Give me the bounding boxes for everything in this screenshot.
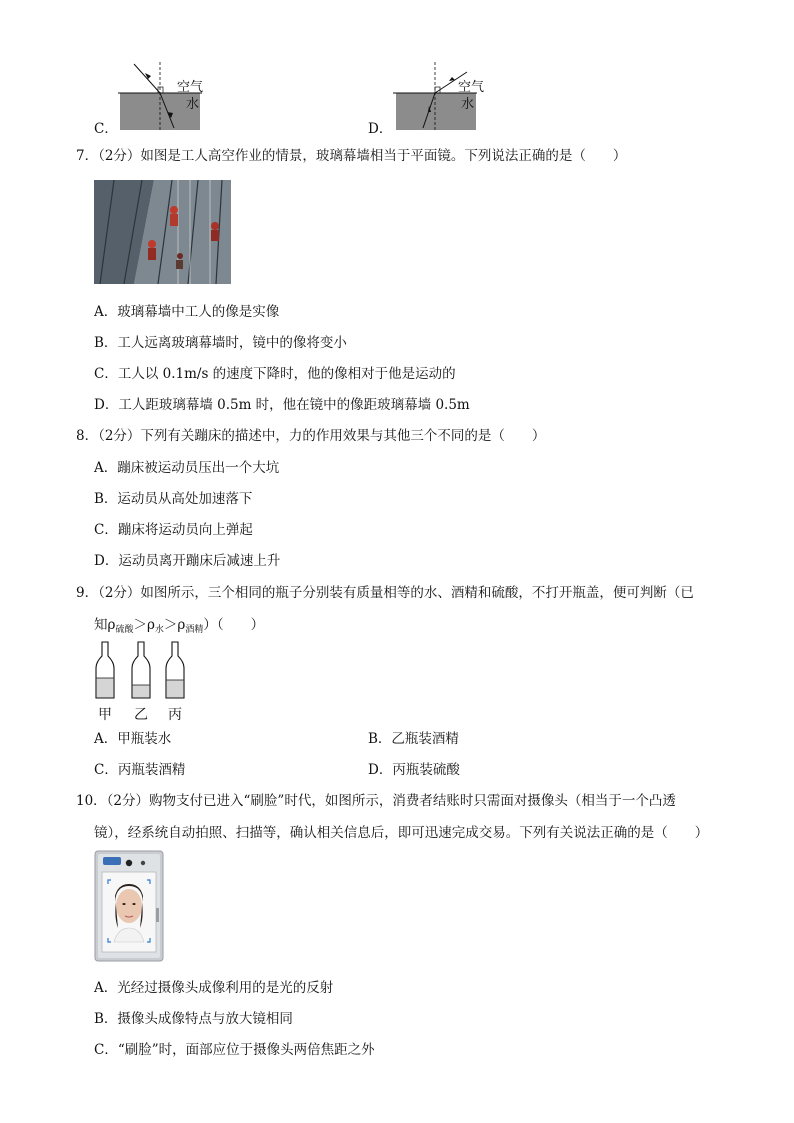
fig-c-water-label: 水 [186, 97, 200, 112]
rho-label: 知ρ [94, 617, 116, 633]
refraction-diagram-c [118, 60, 214, 132]
refraction-diagram-d [393, 60, 489, 132]
q9-option-b: B．乙瓶装酒精 [368, 731, 459, 747]
q10-option-c: C．“刷脸”时，面部应位于摄像头两倍焦距之外 [94, 1042, 375, 1058]
question-10-stem-line2: 镜），经系统自动拍照、扫描等，确认相关信息后，即可迅速完成交易。下列有关说法正确的是（ ） [94, 825, 709, 841]
bottle-label-jia: 甲 [98, 707, 112, 723]
q7-option-c: C．工人以 0.1m/s 的速度下降时，他的像相对于他是运动的 [94, 366, 456, 382]
question-10-stem-line1: 10．（2分）购物支付已进入“刷脸”时代，如图所示，消费者结账时只需面对摄像头（相当于一个凸透 [76, 793, 676, 809]
q8-option-b: B．运动员从高处加速落下 [94, 491, 253, 507]
option-d-label: D． [368, 121, 393, 137]
fig-d-water-label: 水 [461, 97, 475, 112]
face-payment-terminal-image [94, 850, 164, 962]
q9-option-d: D．丙瓶装硫酸 [368, 762, 460, 778]
three-bottles-figure [93, 640, 193, 702]
fig-d-air-label: 空气 [458, 80, 485, 95]
answer-bracket: ）（ ） [203, 617, 265, 633]
bottle-label-yi: 乙 [134, 707, 148, 723]
q8-option-c: C．蹦床将运动员向上弹起 [94, 522, 253, 538]
option-c-label: C． [94, 121, 118, 137]
question-9-stem-line1: 9．（2分）如图所示，三个相同的瓶子分别装有质量相等的水、酒精和硫酸，不打开瓶盖，便可判断（已 [76, 585, 694, 601]
gt-rho-1: ＞ρ [133, 617, 155, 633]
q8-option-d: D．运动员离开蹦床后减速上升 [94, 553, 281, 569]
q7-option-a: A．玻璃幕墙中工人的像是实像 [94, 304, 280, 320]
q10-option-a: A．光经过摄像头成像利用的是光的反射 [94, 980, 334, 996]
q7-option-b: B．工人远离玻璃幕墙时，镜中的像将变小 [94, 335, 347, 351]
gt-rho-2: ＞ρ [163, 617, 186, 633]
fig-c-air-label: 空气 [177, 80, 204, 95]
rho-sub-alcohol: 酒精 [185, 625, 204, 635]
q9-option-c: C．丙瓶装酒精 [94, 762, 186, 778]
q8-option-a: A．蹦床被运动员压出一个大坑 [94, 460, 280, 476]
question-7-stem: 7．（2分）如图是工人高空作业的情景，玻璃幕墙相当于平面镜。下列说法正确的是（ ） [76, 148, 627, 164]
question-8-stem: 8．（2分）下列有关蹦床的描述中，力的作用效果与其他三个不同的是（ ） [76, 428, 546, 444]
rho-sub-water: 水 [154, 625, 164, 635]
bottle-label-bing: 丙 [168, 707, 182, 723]
q7-option-d: D．工人距玻璃幕墙 0.5m 时，他在镜中的像距玻璃幕墙 0.5m [94, 397, 470, 413]
q10-option-b: B．摄像头成像特点与放大镜相同 [94, 1011, 293, 1027]
rho-sub-sulfuric: 硫酸 [115, 625, 134, 635]
workers-glass-wall-photo [94, 180, 231, 284]
question-9-stem-line2 [94, 615, 264, 640]
q9-option-a: A．甲瓶装水 [94, 731, 172, 747]
